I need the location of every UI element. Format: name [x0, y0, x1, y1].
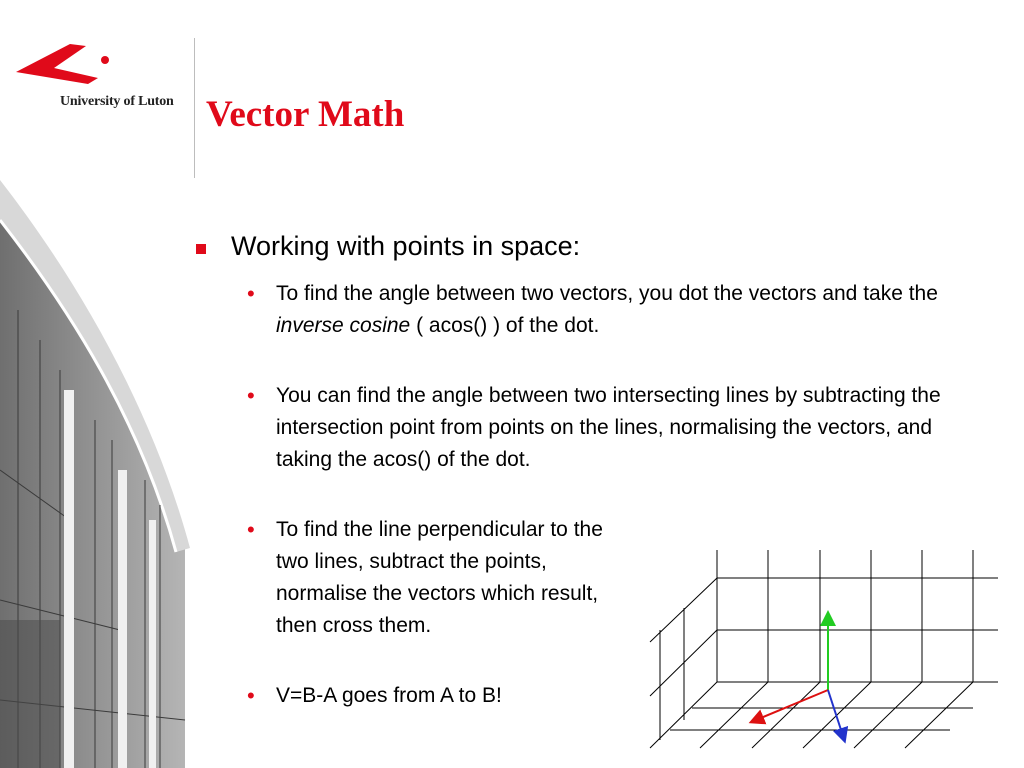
bullet-dot-icon: • — [247, 517, 255, 542]
building-image — [0, 180, 190, 768]
bullet-square-icon — [196, 244, 206, 254]
bullet-angle-vectors: To find the angle between two vectors, you dot the vectors and take the inverse cosine ( acos() ) of the dot. — [276, 282, 938, 337]
header-divider — [194, 38, 195, 178]
bullet-dot-icon: • — [247, 683, 255, 708]
bullet-dot-icon: • — [247, 281, 255, 306]
logo-text: University of Luton — [60, 94, 174, 109]
heading-text: Working with points in space: — [231, 231, 581, 261]
bullet-intersecting-lines: You can find the angle between two intersecting lines by subtracting the intersection point from points on the lines, normalising the vectors, and taking the acos() of the dot. — [276, 384, 941, 471]
inverse-cosine-emphasis: inverse cosine — [276, 314, 411, 337]
bullet-dot-icon: • — [247, 383, 255, 408]
bullet-vector-subtraction: V=B-A goes from A to B! — [276, 684, 502, 707]
bullet-perpendicular: To find the line perpendicular to the two lines, subtract the points, normalise the vectors which result, then cross them. — [276, 518, 603, 637]
slide-title: Vector Math — [206, 94, 405, 135]
university-logo — [10, 38, 190, 128]
vector-grid-diagram — [640, 550, 1020, 760]
